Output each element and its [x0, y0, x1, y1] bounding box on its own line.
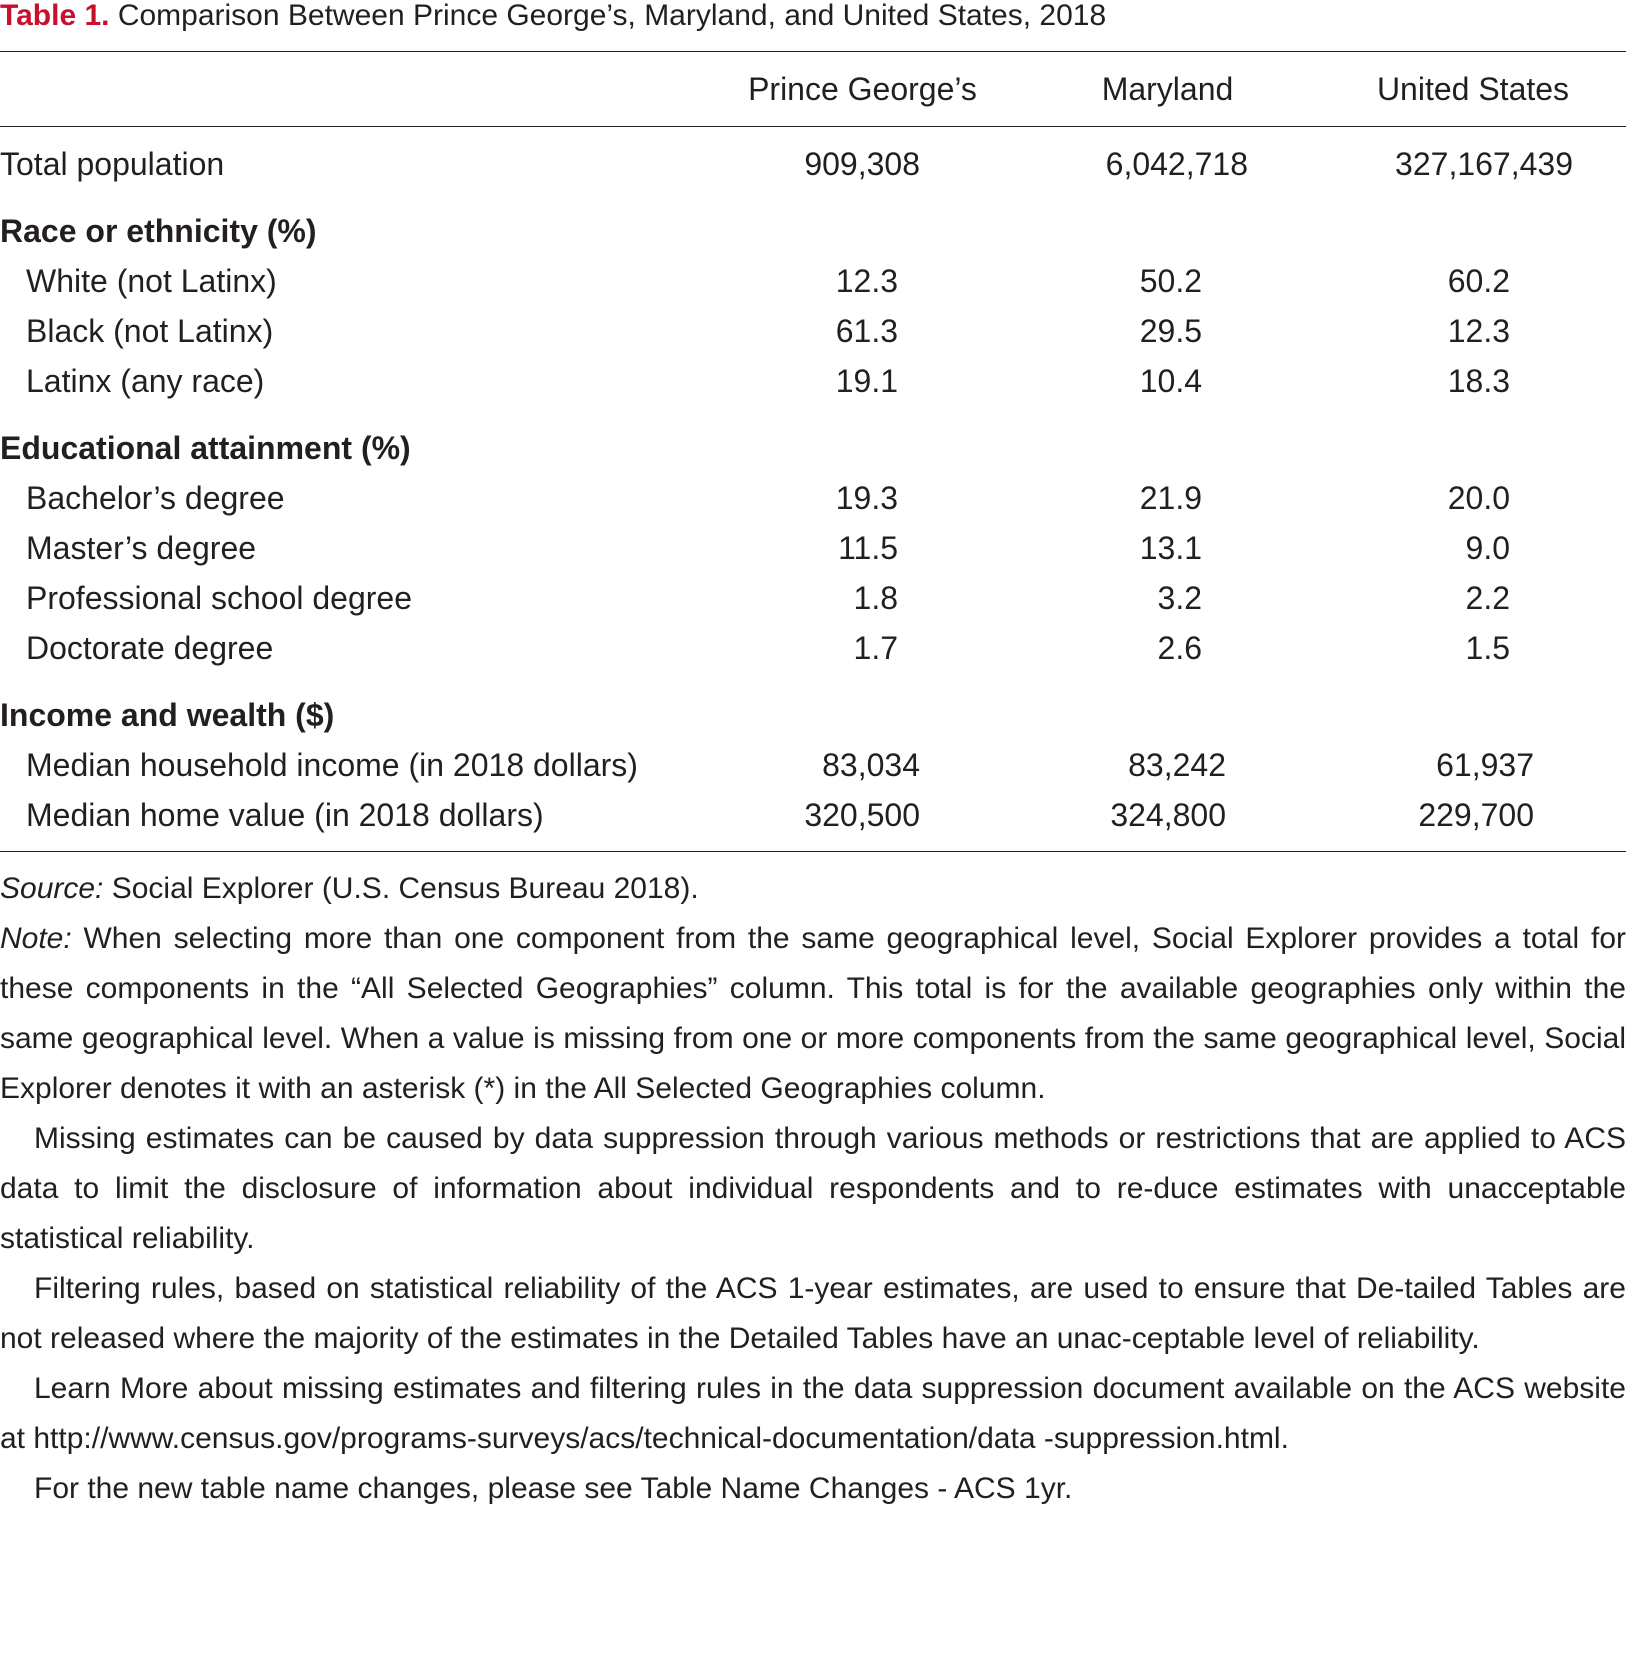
source-text: Social Explorer (U.S. Census Bureau 2018).: [103, 872, 699, 905]
source-note: [0, 864, 1626, 914]
row-label: White (not Latinx): [26, 263, 277, 299]
cell-maryland: 2.6: [1157, 630, 1202, 666]
table-notes: [0, 864, 1626, 1654]
cell-maryland: 324,800: [1110, 797, 1226, 833]
row-label: Bachelor’s degree: [26, 480, 285, 516]
table-row: [0, 306, 1626, 356]
table-row: [0, 473, 1626, 523]
cell-united-states: 20.0: [1447, 480, 1510, 516]
table-row: [0, 790, 1626, 840]
section-label: Income and wealth ($): [0, 697, 335, 733]
note-paragraph-missing-estimates: Missing estimates can be caused by data suppression through various methods or restrictions that are applied to ACS data to limit the disclosure of information about individual respondents and to re-duce estimates with unacceptable statistical reliability.: [0, 1122, 1626, 1255]
table-caption-text: Comparison Between Prince George’s, Maryland, and United States, 2018: [109, 0, 1107, 32]
cell-united-states: 60.2: [1447, 263, 1510, 299]
table-row: [0, 139, 1626, 189]
table-row: [0, 356, 1626, 406]
cell-maryland: 83,242: [1128, 747, 1226, 783]
cell-prince-georges: 1.7: [853, 630, 898, 666]
cell-prince-georges: 61.3: [835, 313, 898, 349]
row-label: Doctorate degree: [26, 630, 274, 666]
cell-prince-georges: 1.8: [853, 580, 898, 616]
row-label: Black (not Latinx): [26, 313, 274, 349]
table-row: [0, 573, 1626, 623]
table-header-rule: [0, 126, 1626, 127]
table-caption-label: Table 1.: [0, 0, 110, 32]
column-header-united-states: United States: [1376, 71, 1570, 107]
cell-united-states: 18.3: [1447, 363, 1510, 399]
row-label: Professional school degree: [26, 580, 413, 616]
cell-united-states: 12.3: [1447, 313, 1510, 349]
table-section-row: [0, 423, 1626, 473]
cell-maryland: 3.2: [1157, 580, 1202, 616]
column-header-maryland: Maryland: [1101, 71, 1234, 107]
table-header-row: [0, 64, 1626, 114]
note-text: When selecting more than one component from the same geographical level, Social Explorer provides a total for these components in the “All Selected Geographies” column. This total is for the available geographies only within the same geographical level. When a value is missing from one or more components from the same geographical level, Social Explorer denotes it with an asterisk (*) in the All Selected Geographies column.: [0, 922, 1626, 1105]
cell-united-states: 2.2: [1465, 580, 1510, 616]
note-paragraph: [0, 914, 1626, 1114]
table-row: [0, 256, 1626, 306]
table-section-row: [0, 690, 1626, 740]
cell-united-states: 327,167,439: [1395, 146, 1573, 182]
cell-maryland: 10.4: [1139, 363, 1202, 399]
cell-prince-georges: 909,308: [804, 146, 920, 182]
source-label: Source:: [0, 872, 104, 905]
note-paragraph-name-changes: For the new table name changes, please see Table Name Changes - ACS 1yr.: [34, 1472, 1073, 1505]
cell-maryland: 21.9: [1139, 480, 1202, 516]
cell-prince-georges: 320,500: [804, 797, 920, 833]
cell-maryland: 6,042,718: [1105, 146, 1248, 182]
table-top-rule: [0, 51, 1626, 52]
column-header-prince-georges: Prince George’s: [748, 71, 977, 107]
section-label: Educational attainment (%): [0, 430, 411, 466]
row-label: Median home value (in 2018 dollars): [26, 797, 544, 833]
note-paragraph-filtering-rules: Filtering rules, based on statistical reliability of the ACS 1-year estimates, are used to ensure that De-tailed Tables are not released where the majority of the estimates in the Detailed Tables have an unac-ceptable level of reliability.: [0, 1272, 1626, 1355]
table-bottom-rule: [0, 851, 1626, 852]
table-row: [0, 523, 1626, 573]
row-label: Median household income (in 2018 dollars): [26, 747, 638, 783]
cell-united-states: 9.0: [1465, 530, 1510, 566]
row-label: Latinx (any race): [26, 363, 265, 399]
note-label: Note:: [0, 922, 72, 955]
table-row: [0, 740, 1626, 790]
cell-maryland: 13.1: [1139, 530, 1202, 566]
cell-prince-georges: 12.3: [835, 263, 898, 299]
cell-united-states: 1.5: [1465, 630, 1510, 666]
cell-prince-georges: 19.3: [835, 480, 898, 516]
column-header-label: [0, 64, 720, 114]
cell-prince-georges: 11.5: [838, 530, 898, 566]
cell-maryland: 50.2: [1139, 263, 1202, 299]
note-paragraph-learn-more: Learn More about missing estimates and filtering rules in the data suppression document available on the ACS website at http://www.census.gov/programs-surveys/acs/technical-documentation/data -suppression.html.: [0, 1372, 1626, 1455]
cell-united-states: 229,700: [1418, 797, 1534, 833]
table-section-row: [0, 206, 1626, 256]
table-caption: [0, 0, 1626, 38]
table-row: [0, 623, 1626, 673]
cell-maryland: 29.5: [1139, 313, 1202, 349]
row-label: Master’s degree: [26, 530, 257, 566]
cell-prince-georges: 19.1: [835, 363, 898, 399]
row-label: Total population: [0, 146, 225, 182]
cell-prince-georges: 83,034: [822, 747, 920, 783]
cell-united-states: 61,937: [1436, 747, 1534, 783]
section-label: Race or ethnicity (%): [0, 213, 317, 249]
